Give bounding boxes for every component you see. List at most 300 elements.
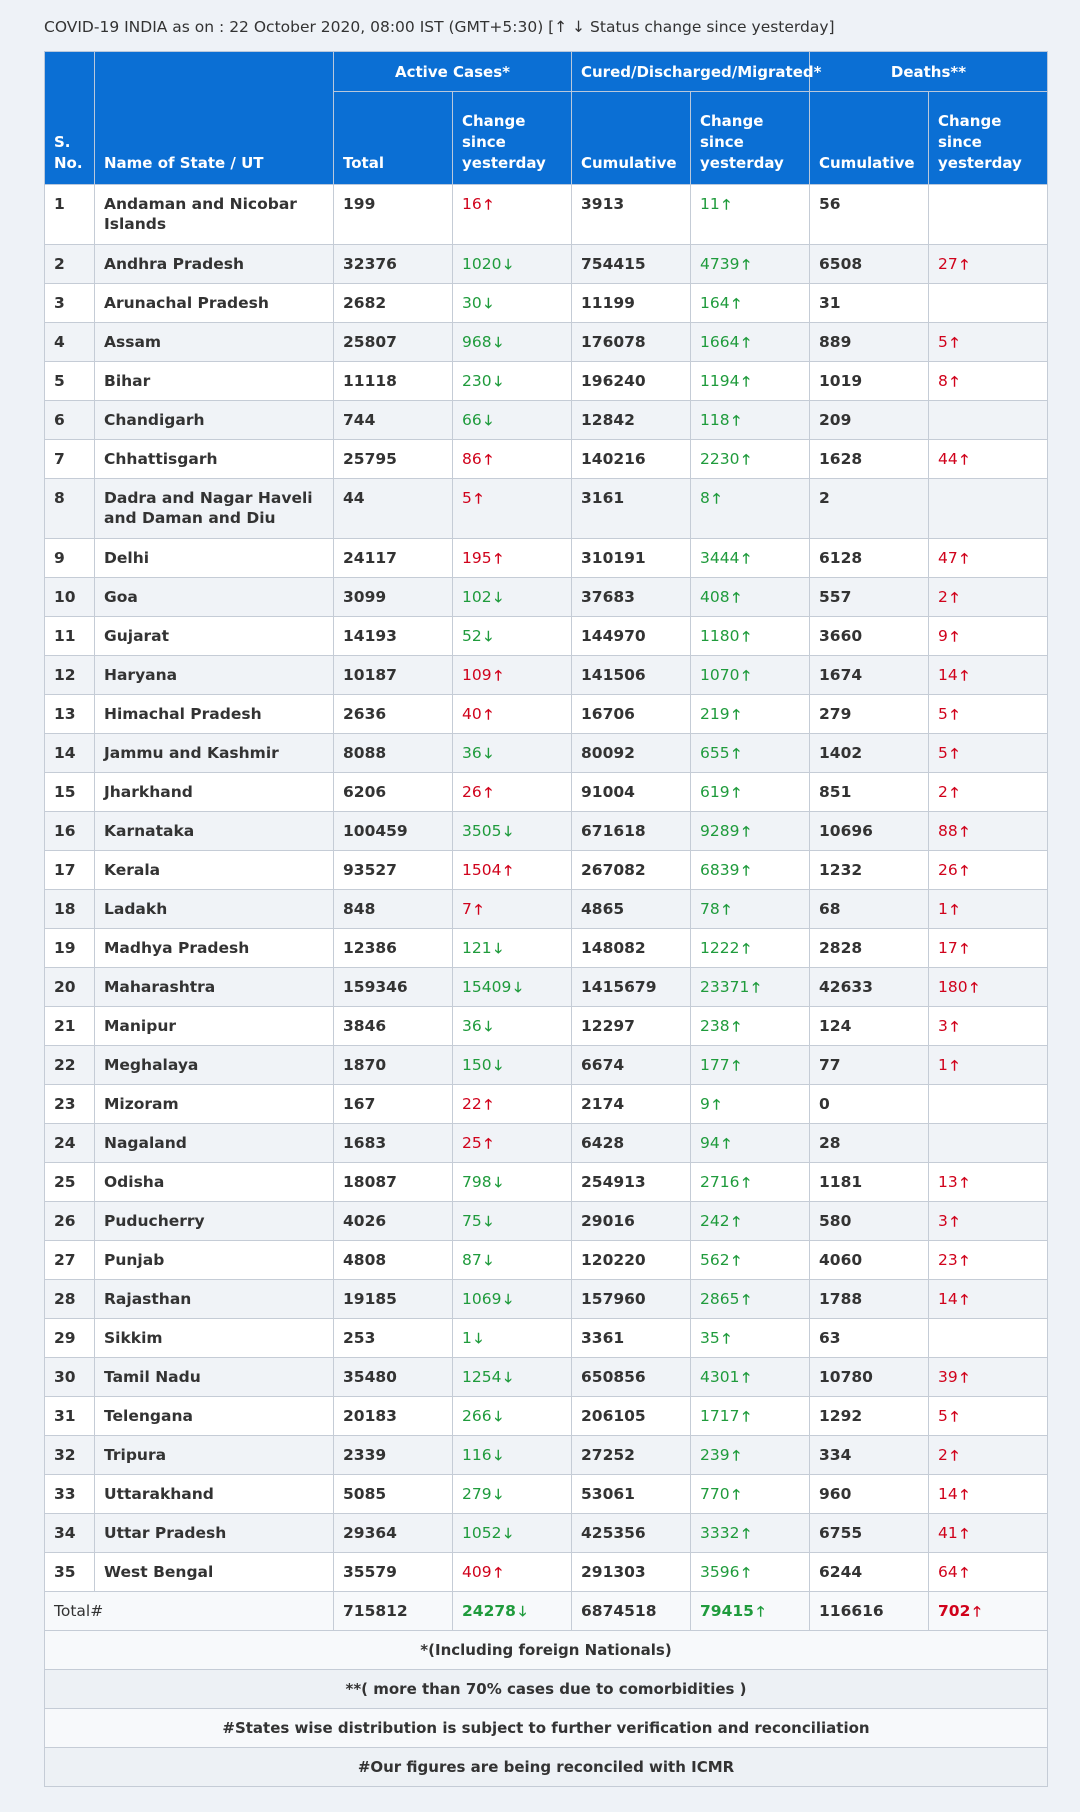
arrow-down-icon: 🡓 [494,1058,502,1074]
arrow-up-icon: 🡑 [950,335,959,351]
arrow-up-icon: 🡑 [732,413,740,429]
row-cured-cumulative: 29016 [572,1202,691,1241]
row-deaths-cumulative: 3660 [810,617,929,656]
row-active-change [453,440,572,479]
row-deaths-change [929,890,1048,929]
arrow-up-icon: 🡑 [970,980,978,996]
arrow-up-icon: 🡑 [742,257,750,273]
row-active-change [453,1553,572,1592]
row-cured-cumulative: 6674 [572,1046,691,1085]
row-active-total: 8088 [334,734,453,773]
change-value: 1717 [700,1407,740,1425]
table-row [45,1319,1048,1358]
row-deaths-change [929,284,1048,323]
change-value: 27 [938,255,958,273]
change-value: 1020 [462,255,502,273]
change-value: 102 [462,588,492,606]
change-value: 2 [938,1446,948,1464]
row-cured-cumulative: 196240 [572,362,691,401]
table-row [45,773,1048,812]
row-cured-change [691,656,810,695]
arrow-up-icon: 🡑 [960,824,969,840]
row-cured-change [691,401,810,440]
row-deaths-change [929,1202,1048,1241]
arrow-down-icon: 🡓 [484,1253,493,1269]
row-sno: 11 [45,617,95,656]
row-active-change [453,362,572,401]
header-active-cases: Active Cases* [334,52,572,92]
change-value: 408 [700,588,730,606]
row-sno: 27 [45,1241,95,1280]
row-deaths-cumulative: 0 [810,1085,929,1124]
change-value: 36 [462,1017,482,1035]
header-cured: Cured/Discharged/Migrated* [572,52,810,92]
change-value: 44 [938,450,958,468]
row-deaths-change [929,1397,1048,1436]
arrow-up-icon: 🡑 [742,941,750,957]
row-state-name: Madhya Pradesh [95,929,334,968]
row-active-change [453,1514,572,1553]
row-cured-cumulative: 144970 [572,617,691,656]
row-deaths-cumulative: 42633 [810,968,929,1007]
arrow-up-icon: 🡑 [494,1565,502,1581]
row-active-change [453,284,572,323]
row-active-change [453,929,572,968]
arrow-up-icon: 🡑 [712,491,721,507]
row-active-total: 744 [334,401,453,440]
row-deaths-cumulative: 1232 [810,851,929,890]
table-row [45,1163,1048,1202]
table-row [45,284,1048,323]
row-deaths-cumulative: 334 [810,1436,929,1475]
row-state-name: Odisha [95,1163,334,1202]
row-cured-cumulative: 291303 [572,1553,691,1592]
change-value: 3 [938,1212,948,1230]
row-deaths-cumulative: 56 [810,185,929,245]
row-deaths-change [929,1358,1048,1397]
table-row [45,1280,1048,1319]
table-row [45,929,1048,968]
change-value: 5 [938,744,948,762]
change-value: 109 [462,666,492,684]
row-active-total: 1870 [334,1046,453,1085]
row-state-name: Meghalaya [95,1046,334,1085]
change-value: 8 [700,489,710,507]
total-cured-change [691,1592,810,1631]
row-active-total: 18087 [334,1163,453,1202]
arrow-up-icon: 🡑 [732,707,740,723]
row-state-name: Uttarakhand [95,1475,334,1514]
arrow-up-icon: 🡑 [950,707,959,723]
row-state-name: Manipur [95,1007,334,1046]
arrow-down-icon: 🡓 [484,296,493,312]
change-value: 2 [938,588,948,606]
arrow-up-icon: 🡑 [960,941,969,957]
change-value: 9289 [700,822,740,840]
row-cured-change [691,1436,810,1475]
row-deaths-change [929,440,1048,479]
row-state-name: Chandigarh [95,401,334,440]
change-value: 1504 [462,861,502,879]
change-value: 14 [938,666,958,684]
row-deaths-cumulative: 1292 [810,1397,929,1436]
total-deaths: 116616 [810,1592,929,1631]
row-cured-change [691,1514,810,1553]
arrow-up-icon: 🡑 [950,1019,959,1035]
row-cured-cumulative: 141506 [572,656,691,695]
row-deaths-change [929,1124,1048,1163]
row-active-change [453,1358,572,1397]
arrow-up-icon: 🡑 [960,1253,969,1269]
row-active-change [453,1163,572,1202]
table-row [45,968,1048,1007]
footnote-text: #States wise distribution is subject to further verification and reconciliation [45,1709,1048,1748]
arrow-up-icon: 🡑 [484,452,493,468]
change-value: 78 [700,900,720,918]
row-state-name: Dadra and Nagar Haveli and Daman and Diu [95,479,334,539]
table-row [45,734,1048,773]
row-cured-cumulative: 650856 [572,1358,691,1397]
change-value: 2716 [700,1173,740,1191]
footnote-text: **( more than 70% cases due to comorbidities ) [45,1670,1048,1709]
change-value: 116 [462,1446,492,1464]
row-deaths-cumulative: 28 [810,1124,929,1163]
total-cured: 6874518 [572,1592,691,1631]
row-cured-change [691,1163,810,1202]
change-value: 1069 [462,1290,502,1308]
row-cured-change [691,1475,810,1514]
change-value: 5 [462,489,472,507]
row-deaths-change [929,773,1048,812]
row-cured-cumulative: 12297 [572,1007,691,1046]
row-active-change [453,401,572,440]
arrow-up-icon: 🡑 [484,1136,493,1152]
row-deaths-change [929,1085,1048,1124]
row-active-change [453,968,572,1007]
row-active-change [453,479,572,539]
row-deaths-cumulative: 557 [810,578,929,617]
arrow-down-icon: 🡓 [484,1214,493,1230]
row-state-name: Arunachal Pradesh [95,284,334,323]
row-active-total: 35480 [334,1358,453,1397]
row-cured-cumulative: 37683 [572,578,691,617]
row-active-total: 2682 [334,284,453,323]
row-state-name: Kerala [95,851,334,890]
row-active-change [453,1046,572,1085]
row-deaths-cumulative: 77 [810,1046,929,1085]
row-sno: 24 [45,1124,95,1163]
change-value: 409 [462,1563,492,1581]
row-cured-cumulative: 3161 [572,479,691,539]
change-value: 279 [462,1485,492,1503]
row-state-name: Rajasthan [95,1280,334,1319]
change-value: 968 [462,333,492,351]
row-active-change [453,1241,572,1280]
table-body [45,185,1048,1787]
arrow-up-icon: 🡑 [484,707,493,723]
change-value: 17 [938,939,958,957]
row-cured-change [691,245,810,284]
change-value: 4301 [700,1368,740,1386]
arrow-down-icon: 🡓 [504,1370,512,1386]
row-cured-change [691,440,810,479]
header-deaths-change: Change since yesterday [929,92,1048,185]
row-cured-cumulative: 754415 [572,245,691,284]
table-row [45,812,1048,851]
row-active-total: 100459 [334,812,453,851]
row-cured-change [691,1085,810,1124]
arrow-up-icon: 🡑 [950,1058,959,1074]
row-state-name: Gujarat [95,617,334,656]
row-sno: 18 [45,890,95,929]
change-value: 9 [938,627,948,645]
row-cured-change [691,1241,810,1280]
arrow-up-icon: 🡑 [732,1487,740,1503]
arrow-up-icon: 🡑 [742,668,750,684]
row-active-total: 848 [334,890,453,929]
arrow-up-icon: 🡑 [742,1175,750,1191]
row-active-change [453,1124,572,1163]
row-active-total: 14193 [334,617,453,656]
row-state-name: Karnataka [95,812,334,851]
row-sno: 26 [45,1202,95,1241]
row-active-total: 159346 [334,968,453,1007]
row-deaths-cumulative: 6508 [810,245,929,284]
change-value: 798 [462,1173,492,1191]
row-cured-change [691,1007,810,1046]
arrow-up-icon: 🡑 [742,1409,750,1425]
row-deaths-cumulative: 2 [810,479,929,539]
change-value: 75 [462,1212,482,1230]
row-state-name: Maharashtra [95,968,334,1007]
row-cured-cumulative: 80092 [572,734,691,773]
row-deaths-cumulative: 960 [810,1475,929,1514]
row-deaths-cumulative: 10696 [810,812,929,851]
row-deaths-change [929,401,1048,440]
row-sno: 6 [45,401,95,440]
row-active-change [453,185,572,245]
row-deaths-cumulative: 2828 [810,929,929,968]
arrow-up-icon: 🡑 [960,1370,969,1386]
arrow-down-icon: 🡓 [494,941,502,957]
row-state-name: Jharkhand [95,773,334,812]
change-value: 230 [462,372,492,390]
row-deaths-cumulative: 124 [810,1007,929,1046]
row-deaths-change [929,1319,1048,1358]
row-active-total: 3846 [334,1007,453,1046]
table-row [45,245,1048,284]
row-active-total: 10187 [334,656,453,695]
arrow-up-icon: 🡑 [950,590,959,606]
change-value: 150 [462,1056,492,1074]
row-deaths-cumulative: 6755 [810,1514,929,1553]
header-active-change: Change since yesterday [453,92,572,185]
footnote-row [45,1748,1048,1787]
row-active-total: 44 [334,479,453,539]
row-deaths-change [929,578,1048,617]
row-sno: 14 [45,734,95,773]
change-value: 1664 [700,333,740,351]
arrow-up-icon: 🡑 [756,1604,765,1620]
row-deaths-change [929,1514,1048,1553]
row-state-name: Tamil Nadu [95,1358,334,1397]
row-cured-cumulative: 206105 [572,1397,691,1436]
arrow-up-icon: 🡑 [742,1292,750,1308]
arrow-up-icon: 🡑 [950,1448,959,1464]
row-deaths-cumulative: 1674 [810,656,929,695]
arrow-up-icon: 🡑 [732,1253,740,1269]
arrow-up-icon: 🡑 [742,863,750,879]
change-value: 770 [700,1485,730,1503]
change-value: 47 [938,549,958,567]
header-sno: S. No. [45,52,95,185]
row-active-total: 24117 [334,539,453,578]
arrow-up-icon: 🡑 [742,551,750,567]
arrow-up-icon: 🡑 [732,1058,740,1074]
row-active-total: 19185 [334,1280,453,1319]
row-sno: 20 [45,968,95,1007]
arrow-down-icon: 🡓 [494,1487,502,1503]
table-row [45,1397,1048,1436]
header-active-total: Total [334,92,453,185]
row-active-change [453,323,572,362]
row-deaths-change [929,695,1048,734]
change-value: 41 [938,1524,958,1542]
row-active-total: 3099 [334,578,453,617]
row-cured-cumulative: 6428 [572,1124,691,1163]
arrow-up-icon: 🡑 [504,863,512,879]
change-value: 26 [462,783,482,801]
footnote-text: *(Including foreign Nationals) [45,1631,1048,1670]
table-row [45,479,1048,539]
row-cured-change [691,890,810,929]
arrow-up-icon: 🡑 [742,335,750,351]
row-deaths-cumulative: 209 [810,401,929,440]
row-state-name: Andaman and Nicobar Islands [95,185,334,245]
change-value: 23 [938,1251,958,1269]
row-sno: 31 [45,1397,95,1436]
table-row [45,1085,1048,1124]
change-value: 164 [700,294,730,312]
change-value: 238 [700,1017,730,1035]
row-deaths-change [929,929,1048,968]
table-row [45,578,1048,617]
arrow-up-icon: 🡑 [960,1526,969,1542]
table-row [45,539,1048,578]
row-cured-cumulative: 157960 [572,1280,691,1319]
table-row [45,323,1048,362]
covid-table-container [44,51,1035,1787]
row-active-change [453,1475,572,1514]
change-value: 6839 [700,861,740,879]
row-sno: 15 [45,773,95,812]
row-cured-change [691,1280,810,1319]
row-sno: 1 [45,185,95,245]
row-cured-change [691,1046,810,1085]
row-active-change [453,1436,572,1475]
row-active-change [453,812,572,851]
row-active-total: 2339 [334,1436,453,1475]
row-deaths-change [929,539,1048,578]
change-value: 3596 [700,1563,740,1581]
row-sno: 7 [45,440,95,479]
table-row [45,617,1048,656]
table-row [45,1007,1048,1046]
change-value: 239 [700,1446,730,1464]
table-row [45,1436,1048,1475]
row-deaths-change [929,185,1048,245]
arrow-up-icon: 🡑 [960,668,969,684]
total-deaths-change [929,1592,1048,1631]
change-value: 9 [700,1095,710,1113]
change-value: 30 [462,294,482,312]
header-state-name: Name of State / UT [95,52,334,185]
row-cured-cumulative: 254913 [572,1163,691,1202]
row-sno: 16 [45,812,95,851]
change-value: 177 [700,1056,730,1074]
row-sno: 9 [45,539,95,578]
arrow-up-icon: 🡑 [950,1409,959,1425]
arrow-up-icon: 🡑 [732,1214,740,1230]
arrow-up-icon: 🡑 [484,785,493,801]
footnote-text: #Our figures are being reconciled with ICMR [45,1748,1048,1787]
row-cured-change [691,968,810,1007]
row-active-total: 25795 [334,440,453,479]
change-value: 1 [938,900,948,918]
table-row [45,440,1048,479]
row-deaths-cumulative: 889 [810,323,929,362]
arrow-up-icon: 🡑 [973,1604,981,1620]
row-active-change [453,695,572,734]
row-cured-cumulative: 11199 [572,284,691,323]
row-cured-change [691,1319,810,1358]
change-value: 23371 [700,978,750,996]
change-value: 86 [462,450,482,468]
change-value: 2 [938,783,948,801]
arrow-up-icon: 🡑 [742,629,750,645]
row-deaths-change [929,812,1048,851]
row-cured-cumulative: 148082 [572,929,691,968]
arrow-up-icon: 🡑 [474,491,483,507]
row-active-change [453,1007,572,1046]
row-deaths-change [929,1163,1048,1202]
arrow-up-icon: 🡑 [494,668,502,684]
row-cured-cumulative: 425356 [572,1514,691,1553]
arrow-up-icon: 🡑 [950,629,959,645]
row-cured-cumulative: 4865 [572,890,691,929]
row-active-total: 4026 [334,1202,453,1241]
row-active-total: 199 [334,185,453,245]
row-deaths-cumulative: 68 [810,890,929,929]
change-value: 16 [462,195,482,213]
row-deaths-cumulative: 279 [810,695,929,734]
table-row [45,1241,1048,1280]
arrow-up-icon: 🡑 [484,197,493,213]
change-value: 5 [938,333,948,351]
header-cured-cumulative: Cumulative [572,92,691,185]
row-deaths-change [929,851,1048,890]
row-cured-cumulative: 53061 [572,1475,691,1514]
table-row [45,185,1048,245]
change-value: 13 [938,1173,958,1191]
row-deaths-change [929,1007,1048,1046]
arrow-up-icon: 🡑 [732,590,740,606]
arrow-up-icon: 🡑 [950,1214,959,1230]
row-state-name: Sikkim [95,1319,334,1358]
row-cured-cumulative: 1415679 [572,968,691,1007]
change-value: 242 [700,1212,730,1230]
table-row [45,1046,1048,1085]
